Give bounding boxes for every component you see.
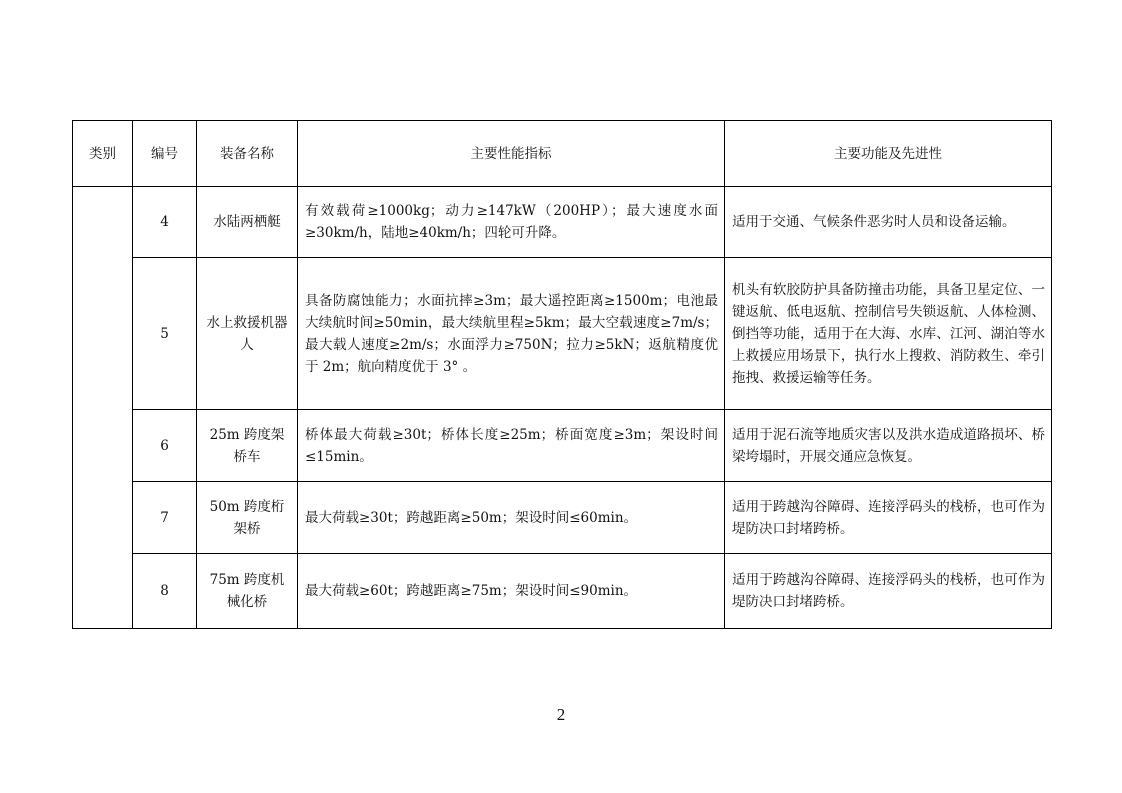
table-row — [73, 554, 1052, 629]
row-equipment-name: 水陆两栖艇 — [197, 187, 298, 258]
row-number: 8 — [133, 554, 197, 629]
row-performance: 最大荷载≥60t；跨越距离≥75m；架设时间≤90min。 — [298, 554, 725, 629]
table-row — [73, 187, 1052, 258]
row-equipment-name: 75m 跨度机械化桥 — [197, 554, 298, 629]
header-performance: 主要性能指标 — [298, 121, 725, 187]
row-performance: 有效载荷≥1000kg；动力≥147kW（200HP）；最大速度水面≥30km/h，陆地≥40km/h；四轮可升降。 — [298, 187, 725, 258]
row-performance: 具备防腐蚀能力；水面抗摔≥3m；最大遥控距离≥1500m；电池最大续航时间≥50min，最大续航里程≥5km；最大空载速度≥7m/s；最大载人速度≥2m/s；水面浮力≥750N；拉力≥5kN；返航精度优于 2m；航向精度优于 3° 。 — [298, 258, 725, 410]
row-function: 适用于跨越沟谷障碍、连接浮码头的栈桥，也可作为堤防决口封堵跨桥。 — [725, 482, 1052, 554]
header-equipment-name: 装备名称 — [197, 121, 298, 187]
table-row — [73, 482, 1052, 554]
row-number: 5 — [133, 258, 197, 410]
equipment-spec-table — [72, 120, 1052, 629]
row-function: 机头有软胶防护具备防撞击功能，具备卫星定位、一键返航、低电返航、控制信号失锁返航、人体检测、倒挡等功能，适用于在大海、水库、江河、湖泊等水上救援应用场景下，执行水上搜救、消防救生、牵引拖拽、救援运输等任务。 — [725, 258, 1052, 410]
row-function: 适用于泥石流等地质灾害以及洪水造成道路损坏、桥梁垮塌时，开展交通应急恢复。 — [725, 410, 1052, 482]
table-header-row — [73, 121, 1052, 187]
row-function: 适用于跨越沟谷障碍、连接浮码头的栈桥，也可作为堤防决口封堵跨桥。 — [725, 554, 1052, 629]
table-row — [73, 258, 1052, 410]
header-category: 类别 — [73, 121, 133, 187]
row-equipment-name: 水上救援机器人 — [197, 258, 298, 410]
row-performance: 桥体最大荷载≥30t；桥体长度≥25m；桥面宽度≥3m；架设时间≤15min。 — [298, 410, 725, 482]
page-number: 2 — [556, 705, 566, 724]
category-cell — [73, 187, 133, 629]
header-function: 主要功能及先进性 — [725, 121, 1052, 187]
row-function: 适用于交通、气候条件恶劣时人员和设备运输。 — [725, 187, 1052, 258]
row-equipment-name: 25m 跨度架桥车 — [197, 410, 298, 482]
table-row — [73, 410, 1052, 482]
row-number: 7 — [133, 482, 197, 554]
header-number: 编号 — [133, 121, 197, 187]
row-performance: 最大荷载≥30t；跨越距离≥50m；架设时间≤60min。 — [298, 482, 725, 554]
row-number: 6 — [133, 410, 197, 482]
row-equipment-name: 50m 跨度桁架桥 — [197, 482, 298, 554]
row-number: 4 — [133, 187, 197, 258]
